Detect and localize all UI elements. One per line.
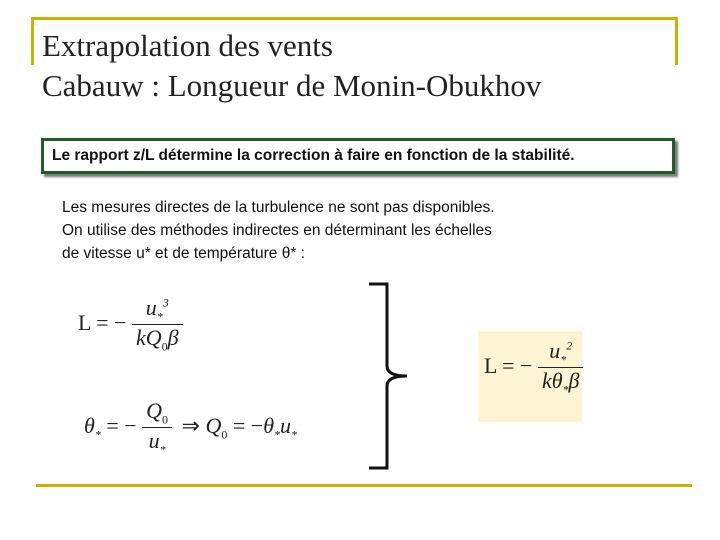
slide-title-line1: Extrapolation des vents xyxy=(42,28,333,63)
frame-top-rule xyxy=(31,17,677,20)
equation-monin-obukhov-result: L = − $\frac{u_*^2}{k\theta_*\beta}$ xyxy=(484,338,583,398)
frame-right-rule xyxy=(675,17,678,65)
equation-monin-obukhov-flux: L = − $\frac{u_*^3}{kQ_0\beta}$ xyxy=(78,295,183,355)
body-line3: de vitesse u* et de température θ* : xyxy=(62,245,305,262)
body-paragraph xyxy=(62,196,495,265)
slide-title xyxy=(42,26,541,106)
frame-bottom-rule xyxy=(36,484,692,487)
frame-left-rule xyxy=(31,17,34,65)
slide-title-line2: Cabauw : Longueur de Monin-Obukhov xyxy=(42,68,542,103)
body-line2: On utilise des méthodes indirectes en déterminant les échelles xyxy=(62,222,492,239)
body-line1: Les mesures directes de la turbulence ne sont pas disponibles. xyxy=(62,199,495,216)
stability-statement-box: Le rapport z/L détermine la correction à faire en fonction de la stabilité. xyxy=(41,138,675,174)
equation-temperature-scale: $\theta_*$ = − $\frac{Q_0}{u_*}$ ⇒ $Q_0 = -\theta_*u_*$ xyxy=(84,398,297,457)
right-brace-icon xyxy=(367,282,413,470)
